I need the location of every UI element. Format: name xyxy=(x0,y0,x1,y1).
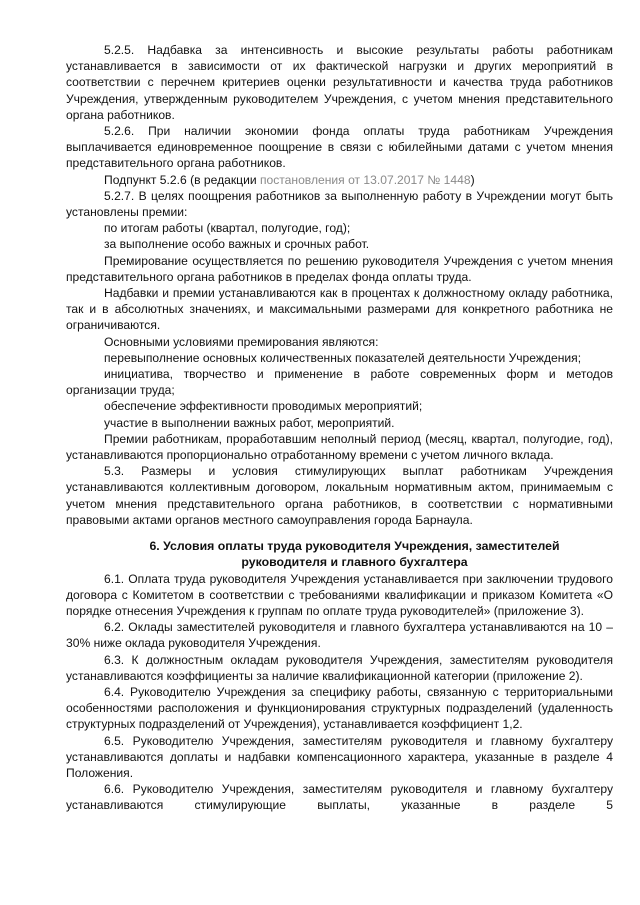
section-gap xyxy=(66,528,613,538)
paragraph-6-3: 6.3. К должностным окладам руководителя Учреждения, заместителям руководителя устанавливаются коэффициенты за наличие квалификационной категории (приложение 2). xyxy=(66,652,613,683)
condition-item-1: перевыполнение основных количественных показателей деятельности Учреждения; xyxy=(104,350,582,365)
condition-item-2: инициатива, творчество и применение в работе современных форм и методов организации труда; xyxy=(66,367,613,398)
section-6-heading-line-1: 6. Условия оплаты труда руководителя Учреждения, заместителей xyxy=(149,539,560,554)
paragraph-6-6: 6.6. Руководителю Учреждения, заместителям руководителя и главному бухгалтеру устанавливаются стимулирующие выплаты, указанные в разделе 5 xyxy=(66,782,613,813)
paragraph-allowances: Надбавки и премии устанавливаются как в процентах к должностному окладу работника, так и в абсолютных значениях, и максимальными размерами для конкретного работника не ограничиваются. xyxy=(66,286,613,333)
paragraph-5-2-7: 5.2.7. В целях поощрения работников за выполненную работу в Учреждении могут быть установлены премии: xyxy=(66,188,613,220)
bonus-item-1: по итогам работы (квартал, полугодие, год); xyxy=(104,221,351,236)
paragraph-5-2-6: 5.2.6. При наличии экономии фонда оплаты труда работникам Учреждения выплачивается единовременное поощрение в связи с юбилейными датами с учетом мнения представительного органа работников. xyxy=(66,124,613,171)
paragraph-5-2-6-note xyxy=(66,172,613,188)
paragraph-6-5: 6.5. Руководителю Учреждения, заместителям руководителя и главному бухгалтеру устанавливаются доплаты и надбавки компенсационного характера, указанные в разделе 4 Положения. xyxy=(66,733,613,780)
paragraph-5-3: 5.3. Размеры и условия стимулирующих выплат работникам Учреждения устанавливаются коллективным договором, локальным нормативным актом, принимаемым с учетом мнения представительного органа работников, в соответствии с нормативными правовыми актами органов местного самоуправления города Барнаула. xyxy=(66,464,613,527)
paragraph-6-4: 6.4. Руководителю Учреждения за специфику работы, связанную с территориальными особенностями расположения и функционирования структурных подразделений (удаленность структурных подразделений от Учреждения), устанавливается коэффициент 1,2. xyxy=(66,684,613,732)
condition-item-3: обеспечение эффективности проводимых мероприятий; xyxy=(104,399,423,414)
note-prefix: Подпункт 5.2.6 (в редакции xyxy=(104,172,260,187)
paragraph-bonus-decision: Премирование осуществляется по решению руководителя Учреждения с учетом мнения представительного органа работников в пределах фонда оплаты труда. xyxy=(66,253,613,284)
paragraph-6-2: 6.2. Оклады заместителей руководителя и главного бухгалтера устанавливаются на 10 – 30% ниже оклада руководителя Учреждения. xyxy=(66,620,613,651)
paragraph-6-1: 6.1. Оплата труда руководителя Учреждения устанавливается при заключении трудового договора с Комитетом в соответствии с требованиями квалификации и приказом Комитета «О порядке отнесения Учреждения к группам по оплате труда руководителей» (приложение 3). xyxy=(66,571,613,618)
section-6-heading-line-2: руководителя и главного бухгалтера xyxy=(241,555,468,570)
condition-item-4: участие в выполнении важных работ, мероприятий. xyxy=(104,415,395,430)
paragraph-5-2-5: 5.2.5. Надбавка за интенсивность и высокие результаты работы работникам устанавливается в зависимости от их фактической нагрузки и других мероприятий в соответствии с перечнем критериев оценки результативности и качества труда работников Учреждения, утвержденным руководителем Учреждения, с учетом мнения представительного органа работников. xyxy=(66,43,613,122)
note-suffix: ) xyxy=(470,172,475,187)
paragraph-conditions-intro: Основными условиями премирования являются: xyxy=(104,334,379,349)
paragraph-partial-period: Премии работникам, проработавшим неполный период (месяц, квартал, полугодие, год), устанавливаются пропорционально отработанному времени с учетом личного вклада. xyxy=(66,431,613,463)
bonus-item-2: за выполнение особо важных и срочных работ. xyxy=(104,237,370,252)
amendment-link[interactable]: постановления от 13.07.2017 № 1448 xyxy=(259,172,471,187)
